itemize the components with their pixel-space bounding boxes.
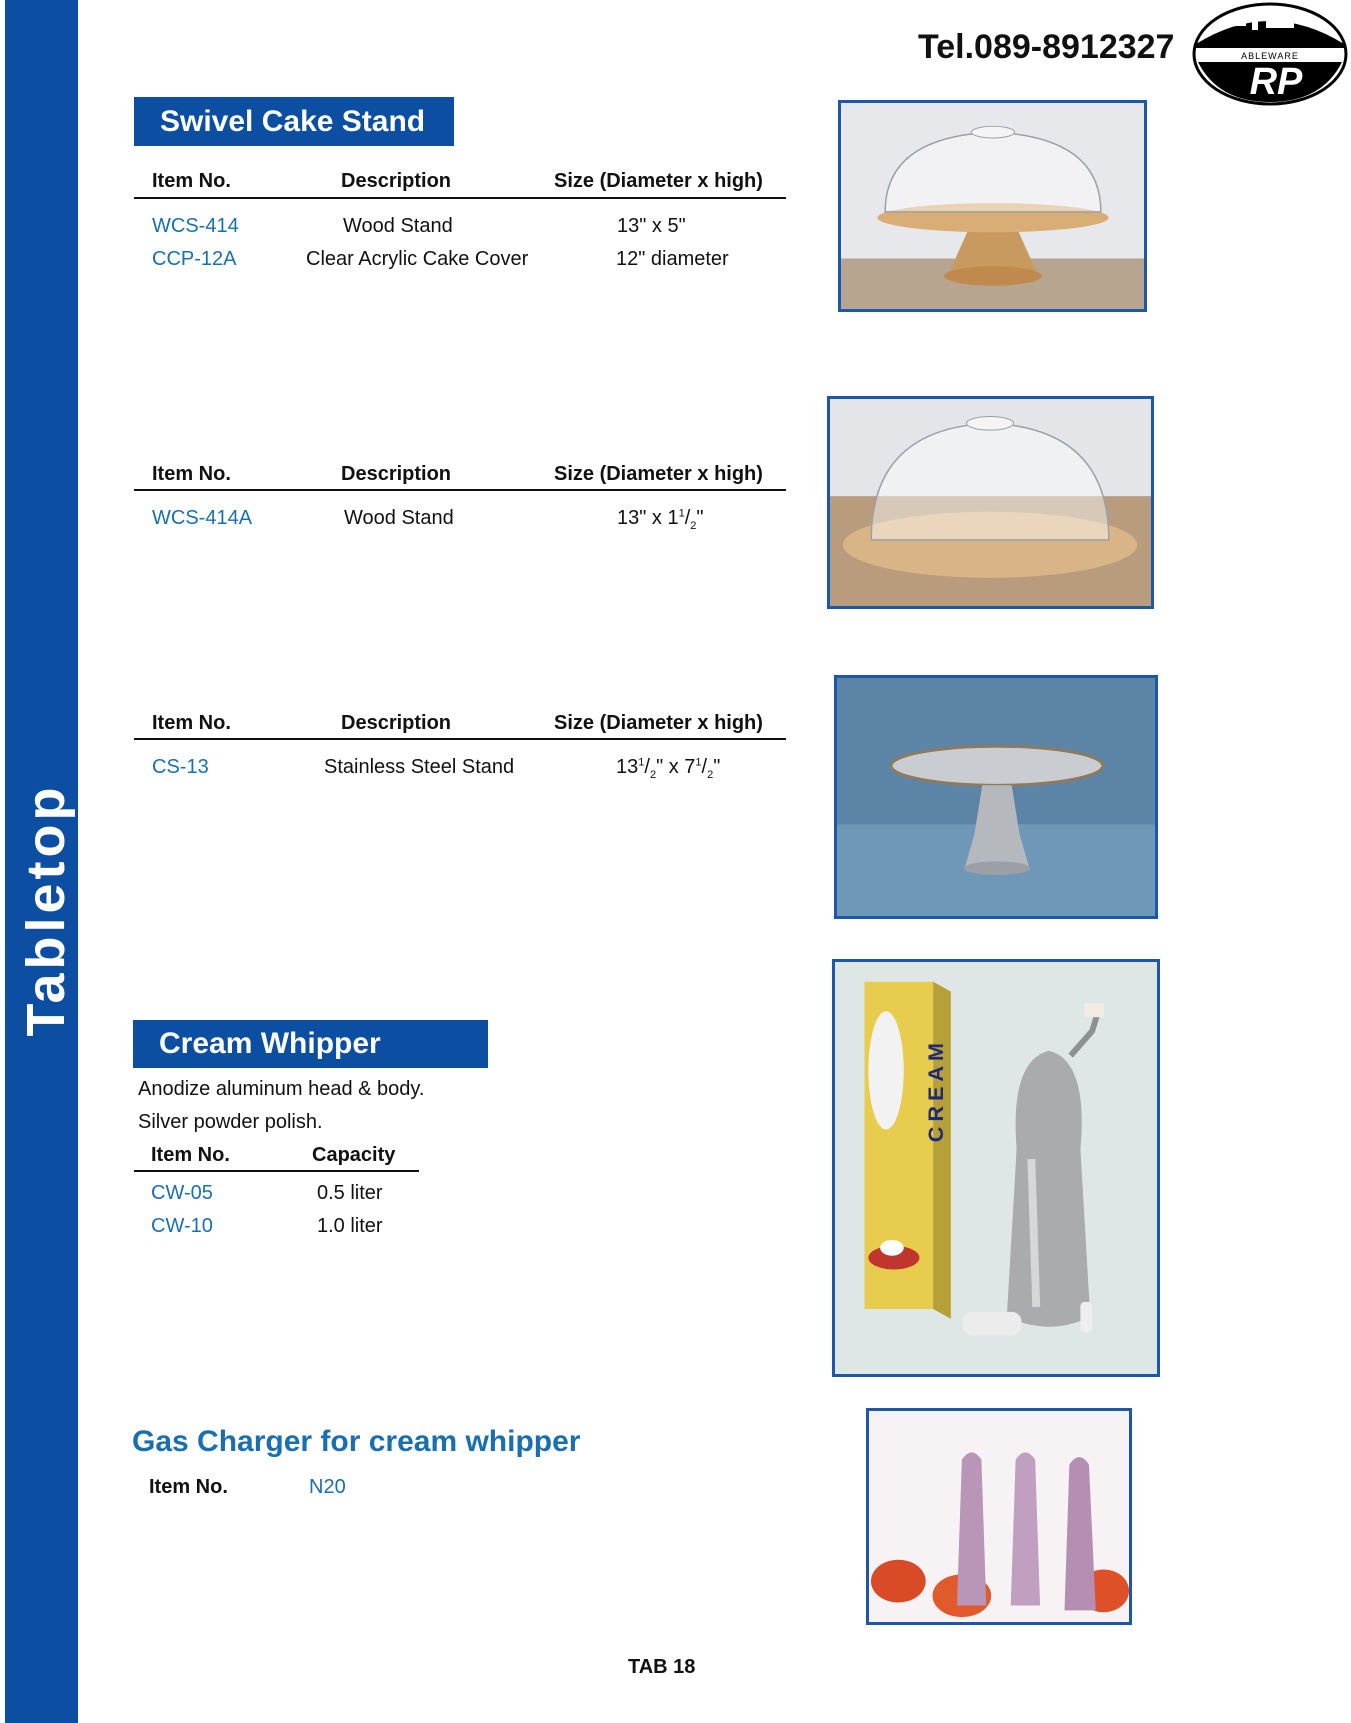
item-size: 13" x $1^1/_2$": [617, 507, 704, 532]
item-code: CW-10: [151, 1215, 213, 1237]
table-rule: [134, 197, 786, 199]
item-code: CCP-12A: [152, 248, 237, 270]
swivel-title: Swivel Cake Stand: [160, 105, 426, 138]
col-header-description: Description: [341, 712, 452, 734]
gas-charger-title: Gas Charger for cream whipper: [132, 1425, 581, 1458]
photo-stainless-stand: [834, 675, 1158, 919]
col-header-size: Size (Diameter x high): [554, 463, 763, 485]
photo-flat-wood-stand-with-cover: [827, 396, 1154, 609]
item-code: WCS-414: [152, 215, 239, 237]
item-code: N20: [309, 1476, 346, 1498]
whipper-title: Cream Whipper: [159, 1027, 381, 1060]
item-size: $13^1/_2$" x $7^1/_2$": [616, 756, 721, 781]
item-code: WCS-414A: [152, 507, 253, 529]
section-label: Tabletop: [16, 783, 76, 1037]
photo-gas-chargers: [866, 1408, 1132, 1625]
table-rule: [134, 489, 786, 491]
sidebar-band: [5, 0, 78, 1723]
whipper-desc-line1: Anodize aluminum head & body.: [138, 1078, 425, 1100]
col-header-capacity: Capacity: [312, 1144, 396, 1166]
item-description: Wood Stand: [344, 507, 454, 529]
table-rule: [134, 1170, 419, 1172]
item-code: CW-05: [151, 1182, 213, 1204]
item-code: CS-13: [152, 756, 209, 778]
col-header-description: Description: [341, 463, 452, 485]
item-description: Wood Stand: [343, 215, 453, 237]
phone-number: Tel.089-8912327: [918, 28, 1175, 66]
item-size: 13" x 5": [617, 215, 686, 237]
cream-box-label: CREAM: [923, 1038, 948, 1143]
col-header-size: Size (Diameter x high): [554, 712, 763, 734]
gas-item-label: Item No.: [149, 1476, 228, 1498]
photo-wood-stand-with-cover: [838, 100, 1147, 312]
item-size: 12" diameter: [616, 248, 729, 270]
item-capacity: 0.5 liter: [317, 1182, 383, 1204]
col-header-description: Description: [341, 170, 452, 192]
swivel-title-banner: [134, 97, 454, 146]
col-header-item: Item No.: [152, 170, 231, 192]
col-header-size: Size (Diameter x high): [554, 170, 763, 192]
item-description: Stainless Steel Stand: [324, 756, 515, 778]
svg-text:ABLEWARE: ABLEWARE: [1241, 51, 1299, 61]
item-capacity: 1.0 liter: [317, 1215, 383, 1237]
col-header-item: Item No.: [151, 1144, 230, 1166]
svg-text:RP: RP: [1249, 61, 1303, 103]
whipper-desc-line2: Silver powder polish.: [138, 1111, 323, 1133]
whipper-title-banner: [133, 1020, 488, 1068]
photo-cream-whipper: [832, 959, 1160, 1377]
page-number: TAB 18: [628, 1656, 696, 1678]
col-header-item: Item No.: [152, 463, 231, 485]
col-header-item: Item No.: [152, 712, 231, 734]
table-rule: [134, 738, 786, 740]
item-description: Clear Acrylic Cake Cover: [306, 248, 529, 270]
brand-logo: [1192, 2, 1348, 106]
